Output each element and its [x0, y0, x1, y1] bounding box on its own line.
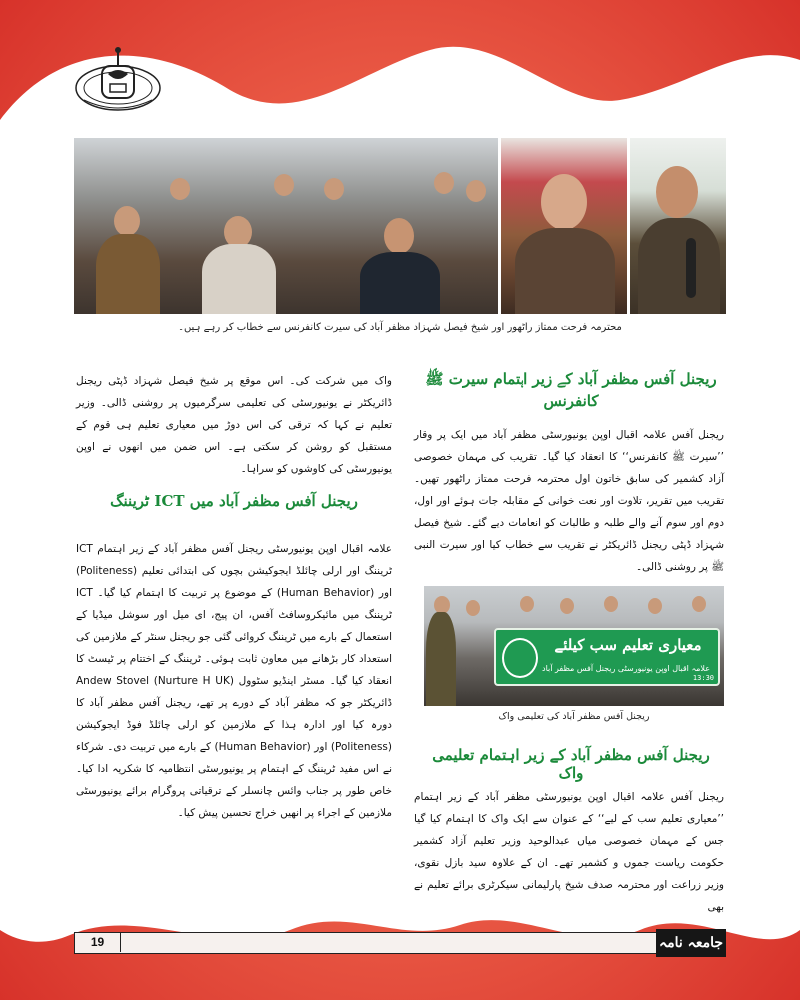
education-walk-heading: ریجنل آفس مظفر آباد کے زیر اہتمام تعلیمی واک [432, 746, 710, 782]
photo-caption: محترمہ فرحت ممتاز راٹھور اور شیخ فیصل شہزاد مظفر آباد کی سیرت کانفرنس سے خطاب کر رہے ہیں۔ [178, 322, 622, 333]
page-footer [74, 932, 726, 954]
walk-continuation-text: واک میں شرکت کی۔ اس موقع پر شیخ فیصل شہزاد ڈپٹی ریجنل ڈائریکٹر نے یونیورسٹی کی تعلیمی سرگرمیوں پر روشنی ڈالی۔ وزیر تعلیم نے کہا کہ ترقی کی اس دوڑ میں معیاری تعلیم ہی قوم کے مستقبل کو روشن کر سکتی ہے۔ اس ضمن میں انھوں نے اوپن یونیورسٹی کی کاوشوں کو سراہا۔ [76, 375, 392, 475]
banner-crest-icon [502, 638, 538, 678]
banner-subtitle: علامہ اقبال اوپن یونیورسٹی ریجنل آفس مظفر آباد [542, 664, 710, 673]
seerat-conference-heading: ریجنل آفس مظفر آباد کے زیر اہتمام سیرت ﷺ کانفرنس [425, 370, 717, 410]
conference-photo-strip [74, 138, 726, 314]
audience-photo [74, 138, 498, 314]
walk-photo-caption: ریجنل آفس مظفر آباد کی تعلیمی واک [498, 711, 650, 722]
photo-timestamp: 13:30 [692, 674, 714, 682]
banner-title: معیاری تعلیم سب کیلئے [554, 636, 702, 654]
walk-banner [494, 628, 720, 686]
university-crest-icon [72, 44, 164, 118]
page-number: 19 [75, 933, 121, 952]
magazine-name-badge: جامعہ نامہ [656, 929, 726, 957]
seerat-conference-text: ریجنل آفس علامہ اقبال اوپن یونیورسٹی مظفر آباد میں ایک پر وقار ’’سیرت ﷺ کانفرنس‘‘ کا انعقاد کیا گیا۔ تقریب کی مہمان خصوصی آزاد کشمیر کی سابق خاتون اول محترمہ فرحت ممتاز راٹھور تھیں۔ تقریب میں تقریر، تلاوت اور نعت خوانی کے مقابلہ جات ہوئے اور اول، دوم اور سوم آنے والے طلبہ و طالبات کو انعامات دیے گئے۔ شیخ فیصل شہزاد ڈپٹی ریجنل ڈائریکٹر نے تقریب سے خطاب کیا اور سیرت النبی ﷺ پر روشنی ڈالی۔ [414, 429, 724, 573]
education-walk-text: ریجنل آفس علامہ اقبال اوپن یونیورسٹی مظفر آباد کے زیر اہتمام ’’معیاری تعلیم سب کے لیے‘‘ کے عنوان سے ایک واک کا اہتمام کیا گیا جس کے مہمان خصوصی میاں عبدالوحید وزیر تعلیم آزاد کشمیر حکومت ریاست جموں و کشمیر تھے۔ ان کے علاوہ سید بازل نقوی، وزیر زراعت اور محترمہ صدف شیخ پارلیمانی سیکرٹری برائے تعلیم نے بھی [414, 791, 724, 913]
speaker-man-photo [630, 138, 726, 314]
speaker-woman-photo [501, 138, 627, 314]
ict-training-heading: ریجنل آفس مظفر آباد میں ICT ٹریننگ [110, 492, 358, 510]
education-walk-photo [424, 586, 724, 706]
ict-training-text: علامہ اقبال اوپن یونیورسٹی ریجنل آفس مظفر آباد کے زیر اہتمام ICT ٹریننگ اور ارلی چائلڈ ایجوکیشن بچوں کی ابتدائی تعلیم (Politeness) اور (Human Behavior) کے موضوع پر تربیت کا اہتمام کیا گیا۔ ICT ٹریننگ میں مائیکروسافٹ آفس، ان پیج، ای میل اور سوشل میڈیا کے استعمال کے بارے میں ٹریننگ کروائی گئی جو ریجنل سنٹر کے ملازمین کی استعداد کار بڑھانے میں معاون ثابت ہوئی۔ ٹریننگ کے اختتام پر ٹیسٹ کا انعقاد کیا گیا۔ مسٹر اینڈیو سٹوول Andew Stovel (Nurture H UK) ڈائریکٹر جو کہ مظفر آباد کے دورے پر تھے، ریجنل آفس مظفر آباد کا دورہ کیا اور ادارہ ہذا کے ملازمین کو ارلی چائلڈ فوڈ ایجوکیشن (Politeness) اور (Human Behavior) کے بارے میں تربیت دی۔ شرکاء نے اس مفید ٹریننگ کے اہتمام پر یونیورسٹی انتظامیہ کا شکریہ ادا کیا۔ خاص طور پر جناب وائس چانسلر کے ترقیاتی پروگرام برائے یونیورسٹی ملازمین کے اجراء پر انھیں خراج تحسین پیش کیا۔ [76, 543, 392, 819]
